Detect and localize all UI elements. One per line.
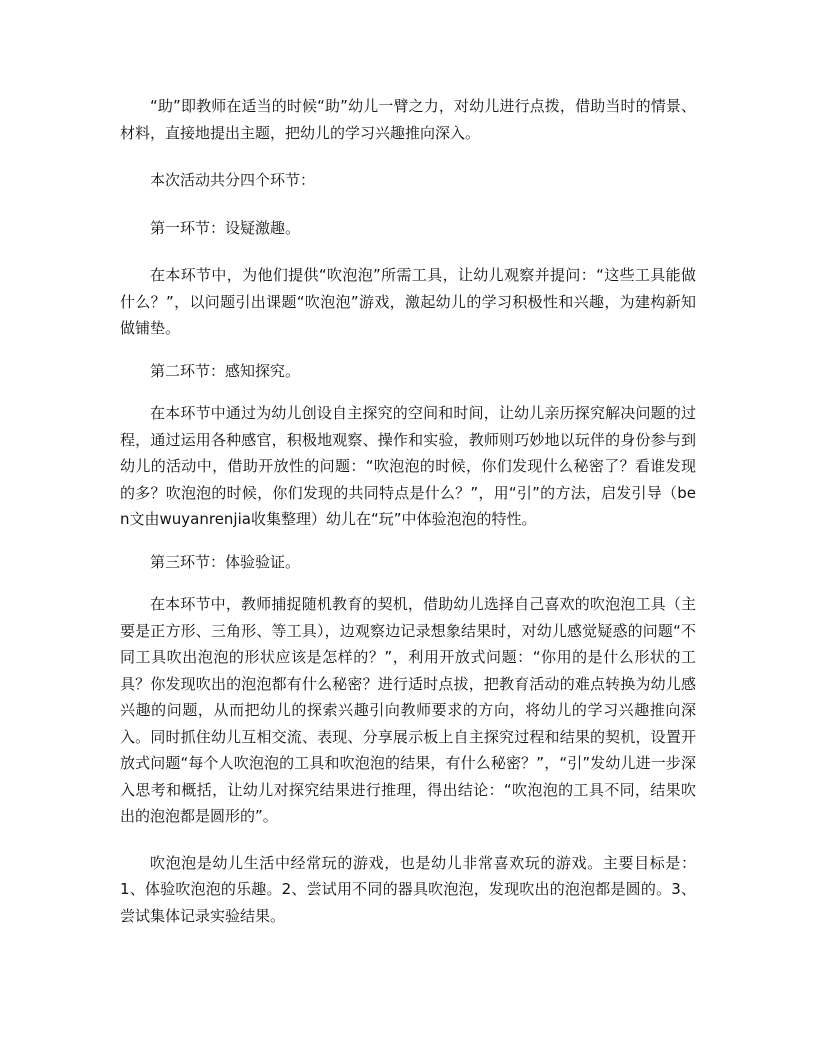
paragraph-section-3: 在本环节中，教师捕捉随机教育的契机，借助幼儿选择自己喜欢的吹泡泡工具（主要是正方形、三角形、等工具），边观察边记录想象结果时，对幼儿感觉疑惑的问题“不同工具吹出泡泡的形状应该是怎样的？”，利用开放式问题：“你用的是什么形状的工具？你发现吹出的泡泡都有什么秘密？进行适时点拔，把教育活动的难点转换为幼儿感兴趣的问题，从而把幼儿的探索兴趣引向教师要求的方向，将幼儿的学习兴趣推向深入。同时抓住幼儿互相交流、表现、分享展示板上自主探究过程和结果的契机，设置开放式问题“每个人吹泡泡的工具和吹泡泡的结果，有什么秘密？”，“引”发幼儿进一步深入思考和概括，让幼儿对探究结果进行推理，得出结论：“吹泡泡的工具不同，结果吹出的泡泡都是圆形的”。: [120, 595, 696, 825]
paragraph-activity-overview: 本次活动共分四个环节：: [150, 171, 316, 189]
paragraph-intro-zhu: “助”即教师在适当的时候“助”幼儿一臂之力，对幼儿进行点拨，借助当时的情景、材料，直接地提出主题，把幼儿的学习兴趣推向深入。: [120, 97, 696, 142]
paragraph-goals: 吹泡泡是幼儿生活中经常玩的游戏，也是幼儿非常喜欢玩的游戏。主要目标是：1、体验吹泡泡的乐趣。2、尝试用不同的器具吹泡泡，发现吹出的泡泡都是圆的。3、尝试集体记录实验结果。: [120, 853, 696, 925]
paragraph-section-1: 在本环节中，为他们提供“吹泡泡”所需工具，让幼儿观察并提问：“这些工具能做什么？”，以问题引出课题“吹泡泡”游戏，激起幼儿的学习积极性和兴趣，为建构新知做铺垫。: [120, 266, 696, 337]
section-heading-1: 第一环节：设疑激趣。: [150, 218, 301, 237]
paragraph-section-2: 在本环节中通过为幼儿创设自主探究的空间和时间，让幼儿亲历探究解决问题的过程，通过运用各种感官，积极地观察、操作和实验，教师则巧妙地以玩伴的身份参与到幼儿的活动中，借助开放性的问题：“吹泡泡的时候，你们发现什么秘密了？看谁发现的多？吹泡泡的时候，你们发现的共同特点是什么？”，用“引”的方法，启发引导（ben文由wuyanrenjia收集整理）幼儿在“玩”中体验泡泡的特性。: [120, 404, 696, 528]
section-heading-3: 第三环节：体验验证。: [150, 552, 301, 571]
section-heading-2: 第二环节：感知探究。: [150, 361, 301, 380]
